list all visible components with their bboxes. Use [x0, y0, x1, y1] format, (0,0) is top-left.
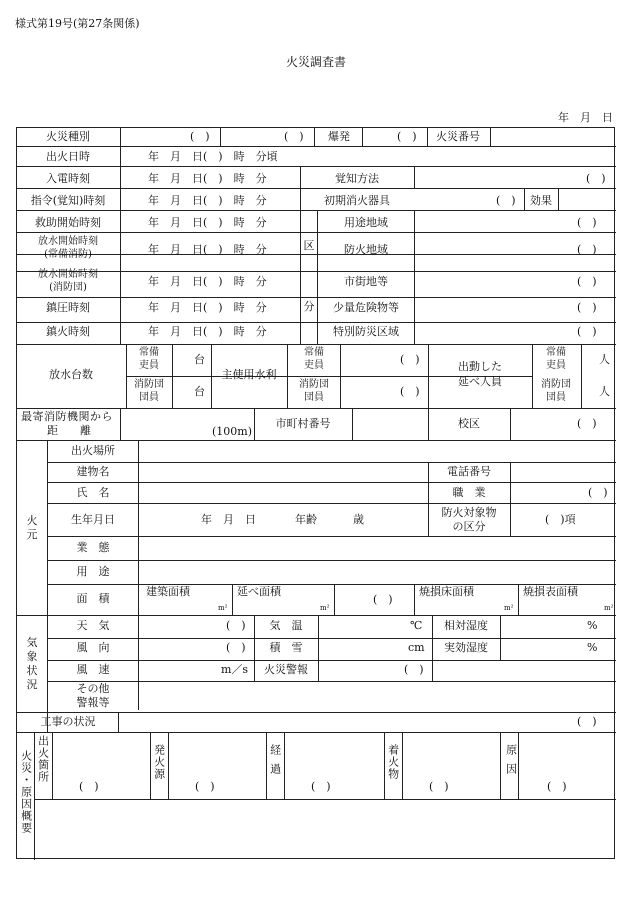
distance-unit: (100m) [212, 425, 253, 438]
dispatched-volunteer-unit: 人 [599, 385, 610, 398]
document-date: 年 月 日 [558, 111, 613, 124]
phone-number-label: 電話番号 [447, 465, 491, 478]
weather-label-4: 況 [26, 678, 38, 691]
water-source-volunteer-label-2: 団員 [304, 392, 324, 403]
form-number: 様式第19号(第27条関係) [15, 17, 140, 30]
extinguished-time-label: 鎮火時刻 [46, 325, 90, 338]
suppression-time-label: 鎮圧時刻 [46, 301, 90, 314]
fire-prevention-area-label: 防火地域 [344, 243, 388, 256]
dispatched-label-1: 出動した [458, 360, 502, 373]
use-area-field[interactable]: ( ) [577, 216, 597, 229]
wind-direction-label: 風 向 [76, 641, 110, 654]
dispatched-label-2: 延べ人員 [458, 375, 502, 388]
first-ignited-field[interactable]: ( ) [429, 780, 449, 793]
weather-label-1: 気 [26, 636, 38, 649]
call-time-label: 入電時刻 [46, 172, 90, 185]
water-source-regular-field[interactable]: ( ) [400, 353, 420, 366]
water-start-volunteer-label-2: (消防団) [49, 282, 87, 293]
occupation-label: 職 業 [452, 486, 486, 499]
zone-label-2: 分 [303, 300, 315, 313]
dispatched-regular-label-1: 常備 [546, 347, 566, 358]
fire-prevention-area-field[interactable]: ( ) [577, 243, 597, 256]
water-start-regular-field[interactable]: 年 月 日( ) 時 分 [148, 243, 267, 256]
area-label: 面 積 [76, 592, 110, 605]
water-start-volunteer-label-1: 放水開始時刻 [38, 269, 98, 280]
fire-type-field-1[interactable]: ( ) [190, 130, 210, 143]
birth-date-label: 生年月日 [71, 513, 115, 526]
water-source-regular-label-2: 吏員 [304, 360, 324, 371]
fire-type-field-2[interactable]: ( ) [284, 130, 304, 143]
business-type-label: 業 態 [76, 541, 110, 554]
name-label: 氏 名 [76, 486, 110, 499]
temperature-unit: ℃ [410, 619, 423, 632]
other-warnings-label-1: その他 [76, 682, 110, 695]
occupation-field[interactable]: ( ) [588, 486, 608, 499]
construction-status-label: 工事の状況 [40, 715, 96, 728]
initial-extinguisher-field[interactable]: ( ) [496, 194, 516, 207]
zone-label-1: 区 [303, 239, 315, 252]
special-disaster-zone-field[interactable]: ( ) [577, 325, 597, 338]
regular-staff-label-1: 常備 [139, 347, 159, 358]
detection-method-label: 覚知方法 [335, 172, 379, 185]
wind-direction-field[interactable]: ( ) [226, 641, 246, 654]
total-floor-area-unit: m² [320, 604, 330, 612]
fire-location-label: 出火場所 [71, 444, 115, 457]
water-source-volunteer-label-1: 消防団 [299, 379, 329, 390]
initial-extinguisher-label: 初期消火器具 [324, 194, 390, 207]
total-floor-area-label: 延べ面積 [237, 585, 281, 598]
water-source-regular-label-1: 常備 [304, 347, 324, 358]
progression-field[interactable]: ( ) [311, 780, 331, 793]
building-name-label: 建物名 [76, 465, 110, 478]
burned-surface-area-unit: m² [604, 604, 614, 612]
use-area-label: 用途地域 [344, 216, 388, 229]
age-unit: 歳 [353, 513, 364, 526]
small-hazardous-field[interactable]: ( ) [577, 301, 597, 314]
school-district-field[interactable]: ( ) [577, 417, 597, 430]
fire-warning-label: 火災警報 [264, 663, 308, 676]
rescue-start-label: 救助開始時刻 [35, 216, 101, 229]
first-ignited-label: 着火物 [386, 744, 400, 780]
water-units-label: 放水台数 [49, 368, 93, 381]
cause-label: 原因 [504, 744, 518, 782]
origin-point-field[interactable]: ( ) [79, 780, 99, 793]
municipality-number-label: 市町村番号 [275, 417, 331, 430]
building-area-label: 建築面積 [146, 585, 190, 598]
ignition-source-label: 発火源 [152, 744, 166, 780]
water-start-volunteer-field[interactable]: 年 月 日( ) 時 分 [148, 275, 267, 288]
regular-staff-label-2: 吏員 [139, 360, 159, 371]
temperature-label: 気 温 [269, 619, 303, 632]
outbreak-datetime-field[interactable]: 年 月 日( ) 時 分頃 [148, 150, 278, 163]
special-disaster-zone-label: 特別防災区域 [333, 325, 399, 338]
relative-humidity-unit: % [587, 619, 598, 632]
dispatched-regular-label-2: 吏員 [546, 360, 566, 371]
volunteer-staff-label-2: 団員 [139, 392, 159, 403]
origin-point-label: 出火箇所 [36, 735, 50, 783]
explosion-field[interactable]: ( ) [397, 130, 417, 143]
document-title: 火災調査書 [285, 55, 347, 69]
volunteer-staff-label-1: 消防団 [134, 379, 164, 390]
command-time-label: 指令(覚知)時刻 [30, 194, 106, 207]
snow-label: 積 雪 [269, 641, 303, 654]
explosion-label: 爆発 [328, 130, 350, 143]
effective-humidity-label: 実効湿度 [444, 641, 488, 654]
fire-warning-field[interactable]: ( ) [404, 663, 424, 676]
water-source-volunteer-field[interactable]: ( ) [400, 385, 420, 398]
water-start-regular-label-2: (常備消防) [44, 249, 92, 260]
wind-speed-unit: m／s [221, 663, 249, 676]
extinguished-time-field[interactable]: 年 月 日( ) 時 分 [148, 325, 267, 338]
weather-label-3: 状 [26, 664, 38, 677]
nearest-station-label-2: 距 離 [47, 424, 91, 437]
regular-units-unit: 台 [194, 353, 205, 366]
command-time-field[interactable]: 年 月 日( ) 時 分 [148, 194, 267, 207]
main-water-source-label: 主使用水利 [221, 368, 277, 381]
fire-target-label-1: 防火対象物 [441, 506, 497, 519]
effective-humidity-unit: % [587, 641, 598, 654]
usage-label: 用 途 [76, 565, 110, 578]
building-area-unit: m² [218, 604, 228, 612]
rescue-start-field[interactable]: 年 月 日( ) 時 分 [148, 216, 267, 229]
weather-label-2: 象 [26, 650, 38, 663]
area-category-field[interactable]: ( ) [373, 593, 393, 606]
call-time-field[interactable]: 年 月 日( ) 時 分 [148, 172, 267, 185]
school-district-label: 校区 [458, 417, 480, 430]
burned-floor-area-unit: m² [504, 604, 514, 612]
burned-floor-area-label: 焼損床面積 [419, 585, 474, 598]
birth-date-field[interactable]: 年 月 日 [201, 513, 256, 526]
effect-label: 効果 [530, 194, 552, 207]
other-warnings-label-2: 警報等 [76, 696, 110, 709]
outbreak-datetime-label: 出火日時 [46, 150, 90, 163]
ignition-source-field[interactable]: ( ) [195, 780, 215, 793]
suppression-time-field[interactable]: 年 月 日( ) 時 分 [148, 301, 267, 314]
construction-status-field[interactable]: ( ) [577, 715, 597, 728]
weather-condition-label: 天 気 [76, 619, 110, 632]
fire-investigation-form [16, 127, 615, 859]
cause-field[interactable]: ( ) [547, 780, 567, 793]
fire-type-label: 火災種別 [46, 130, 90, 143]
origin-label-1: 火 [26, 514, 38, 527]
fire-number-label: 火災番号 [436, 130, 480, 143]
fire-target-field[interactable]: ( )項 [545, 513, 576, 526]
dispatched-regular-unit: 人 [599, 353, 610, 366]
origin-label-2: 元 [26, 528, 38, 541]
burned-surface-area-label: 焼損表面積 [523, 585, 578, 598]
water-start-regular-label-1: 放水開始時刻 [38, 236, 98, 247]
detection-method-field[interactable]: ( ) [586, 172, 606, 185]
progression-label: 経過 [268, 744, 282, 782]
dispatched-volunteer-label-2: 団員 [546, 392, 566, 403]
small-hazardous-label: 少量危険物等 [333, 301, 399, 314]
nearest-station-label-1: 最寄消防機関から [21, 410, 113, 423]
weather-condition-field[interactable]: ( ) [226, 619, 246, 632]
age-label: 年齢 [295, 513, 317, 526]
urban-area-label: 市街地等 [344, 275, 388, 288]
wind-speed-label: 風 速 [76, 663, 110, 676]
fire-target-label-2: の区分 [452, 520, 486, 533]
snow-unit: cm [408, 641, 425, 654]
relative-humidity-label: 相対湿度 [444, 619, 488, 632]
urban-area-field[interactable]: ( ) [577, 275, 597, 288]
dispatched-volunteer-label-1: 消防団 [541, 379, 571, 390]
volunteer-units-unit: 台 [194, 385, 205, 398]
summary-label: 火災・原因概要 [19, 750, 33, 834]
